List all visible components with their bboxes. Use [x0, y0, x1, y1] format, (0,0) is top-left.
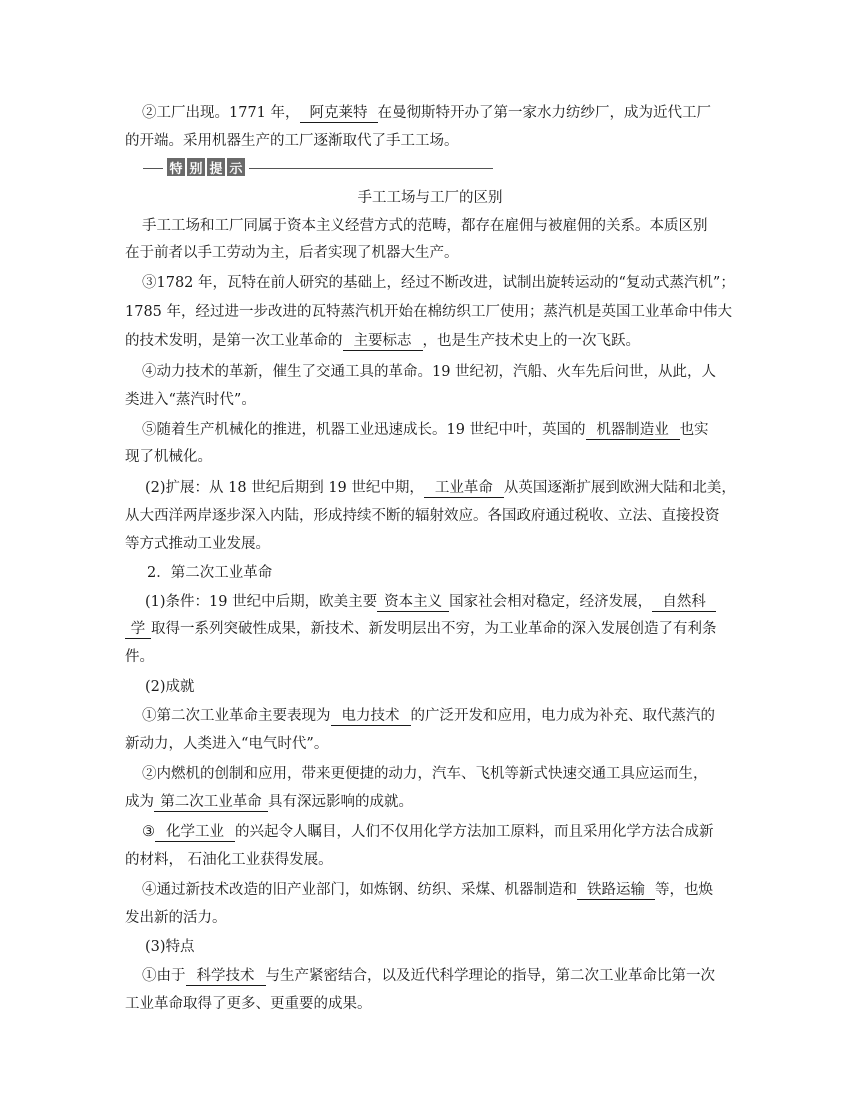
answer-industrial-revolution: 工业革命	[424, 479, 504, 498]
para-transport-line1: ④动力技术的革新，催生了交通工具的革命。19 世纪初，汽船、火车先后问世，从此，人	[142, 364, 717, 380]
para-features-line2: 工业革命取得了更多、更重要的成果。	[125, 996, 372, 1012]
tip-title: 手工工场与工厂的区别	[357, 190, 503, 206]
answer-electric-tech: 电力技术	[331, 707, 411, 726]
answer-arkwright: 阿克莱特	[300, 104, 378, 123]
tip-char: 别	[187, 158, 205, 176]
para-factory-line1: ②工厂出现。1771 年， 阿克莱特 在曼彻斯特开办了第一家水力纺纱厂，成为近代工厂	[142, 105, 712, 121]
heading-achievements: (2)成就	[145, 679, 195, 695]
para-chemical-line2: 的材料， 石油化工业获得发展。	[125, 852, 333, 868]
para-old-industry-line1: ④通过新技术改造的旧产业部门，如炼钢、纺织、采煤、机器制造和 铁路运输 等，也焕	[142, 882, 713, 898]
para-electric-line1: ①第二次工业革命主要表现为 电力技术 的广泛开发和应用，电力成为补充、取代蒸汽的	[142, 708, 715, 724]
para-old-industry-line2: 发出新的活力。	[125, 910, 227, 926]
para-transport-line2: 类进入“蒸汽时代”。	[125, 392, 256, 408]
para-engine-line1: ②内燃机的创制和应用，带来更便捷的动力，汽车、飞机等新式快速交通工具应运而生，	[142, 766, 708, 782]
heading-features: (3)特点	[145, 939, 195, 955]
para-factory-line2: 的开端。采用机器生产的工厂逐渐取代了手工工场。	[125, 133, 459, 149]
answer-science-tech: 科学技术	[186, 967, 266, 986]
tip-char: 提	[207, 158, 225, 176]
para-features-line1: ①由于 科学技术 与生产紧密结合，以及近代科学理论的指导，第二次工业革命比第一次	[142, 968, 715, 984]
section-heading-second-revolution: 2．第二次工业革命	[147, 565, 273, 581]
answer-natural-science-cont: 学	[125, 620, 151, 639]
para-machine-line2: 现了机械化。	[125, 449, 212, 465]
para-expansion-line2: 从大西洋两岸逐步深入内陆，形成持续不断的辐射效应。各国政府通过税收、立法、直接投资	[125, 508, 720, 524]
para-conditions-line3: 件。	[125, 649, 154, 665]
tip-char: 特	[167, 158, 185, 176]
para-expansion-line1: (2)扩展：从 18 世纪后期到 19 世纪中期， 工业革命 从英国逐渐扩展到欧洲大陆和北美，	[145, 480, 736, 496]
answer-chemical-industry: 化学工业	[155, 823, 235, 842]
answer-main-symbol: 主要标志	[343, 332, 423, 351]
para-watt-line1: ③1782 年，瓦特在前人研究的基础上，经过不断改进，试制出旋转运动的“复动式蒸汽机”；	[142, 275, 735, 291]
answer-capitalism: 资本主义	[377, 593, 449, 612]
para-chemical-line1: ③ 化学工业 的兴起令人瞩目，人们不仅用化学方法加工原料，而且采用化学方法合成新	[142, 824, 714, 840]
tip-char: 示	[227, 158, 245, 176]
para-conditions-line2: 学 取得一系列突破性成果，新技术、新发明层出不穷，为工业革命的深入发展创造了有利条	[125, 619, 717, 639]
para-machine-line1: ⑤随着生产机械化的推进，机器工业迅速成长。19 世纪中叶，英国的 机器制造业 也实	[142, 422, 709, 438]
answer-natural-science: 自然科	[652, 593, 716, 612]
para-electric-line2: 新动力，人类进入“电气时代”。	[125, 736, 329, 752]
para-conditions-line1: (1)条件：19 世纪中后期，欧美主要 资本主义 国家社会相对稳定，经济发展， 自然科	[145, 592, 716, 612]
answer-machine-industry: 机器制造业	[586, 421, 680, 440]
answer-railway-transport: 铁路运输	[577, 881, 655, 900]
tip-body-line2: 在于前者以手工劳动为主，后者实现了机器大生产。	[125, 245, 459, 261]
para-engine-line2: 成为 第二次工业革命 具有深远影响的成就。	[125, 794, 413, 810]
para-expansion-line3: 等方式推动工业发展。	[125, 536, 270, 552]
para-watt-line3: 的技术发明，是第一次工业革命的 主要标志 ，也是生产技术史上的一次飞跃。	[125, 333, 640, 349]
para-watt-line2: 1785 年，经过进一步改进的瓦特蒸汽机开始在棉纺织工厂使用；蒸汽机是英国工业革命中伟大	[125, 304, 733, 320]
tip-body-line1: 手工工场和工厂同属于资本主义经营方式的范畴，都存在雇佣与被雇佣的关系。本质区别	[142, 218, 708, 234]
special-tip-banner	[143, 158, 493, 178]
answer-second-revolution: 第二次工业革命	[154, 793, 268, 812]
